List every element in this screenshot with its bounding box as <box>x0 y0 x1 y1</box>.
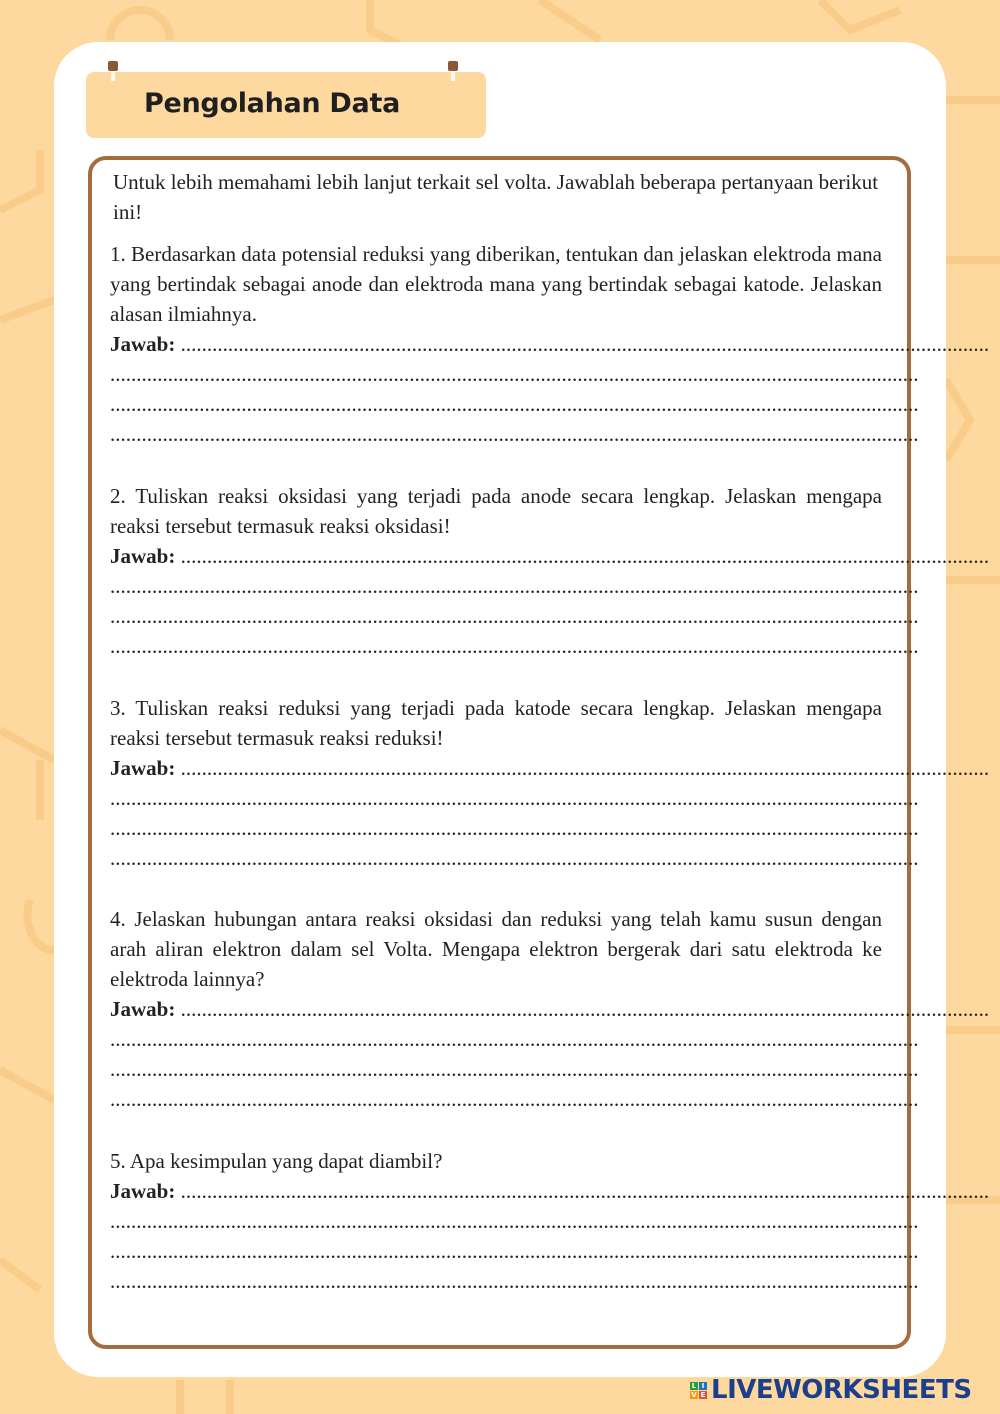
answer-line[interactable]: .......................................................................................................................................................... <box>110 786 919 810</box>
answer-line[interactable]: .......................................................................................................................................................... <box>110 392 919 416</box>
answer-dots: .......................................................................................................................................................... <box>180 544 990 568</box>
answer-line[interactable] <box>110 541 990 571</box>
answer-line[interactable] <box>110 753 990 783</box>
answer-line[interactable]: .......................................................................................................................................................... <box>110 362 919 386</box>
answer-label: Jawab: <box>110 756 176 780</box>
answer-dots: .......................................................................................................................................................... <box>180 997 990 1021</box>
title-banner <box>86 72 486 138</box>
brand-text: LIVEWORKSHEETS <box>711 1375 972 1405</box>
answer-line[interactable]: .......................................................................................................................................................... <box>110 1087 919 1111</box>
answer-label: Jawab: <box>110 997 176 1021</box>
answer-line[interactable]: .......................................................................................................................................................... <box>110 1027 919 1051</box>
answer-dots: .......................................................................................................................................................... <box>180 1179 990 1203</box>
answer-line[interactable]: .......................................................................................................................................................... <box>110 1239 919 1263</box>
question-1 <box>110 239 990 449</box>
logo-letter: E <box>700 1390 706 1399</box>
liveworksheets-logo[interactable] <box>690 1374 972 1406</box>
pin-icon <box>448 61 458 83</box>
question-text: 1. Berdasarkan data potensial reduksi yang diberikan, tentukan dan jelaskan elektroda mana yang bertindak sebagai anode dan elektroda mana yang bertindak sebagai katode. Jelaskan alasan ilmiahnya. <box>110 242 882 326</box>
answer-line[interactable]: .......................................................................................................................................................... <box>110 846 919 870</box>
answer-line[interactable] <box>110 994 990 1024</box>
question-text: 4. Jelaskan hubungan antara reaksi oksidasi dan reduksi yang telah kamu susun dengan arah aliran elektron dalam sel Volta. Mengapa elektron bergerak dari satu elektroda ke elektroda lainnya? <box>110 907 882 991</box>
answer-line[interactable]: .......................................................................................................................................................... <box>110 422 919 446</box>
answer-line[interactable]: .......................................................................................................................................................... <box>110 816 919 840</box>
intro-text: Untuk lebih memahami lebih lanjut terkait sel volta. Jawablah beberapa pertanyaan berikut ini! <box>113 170 879 224</box>
answer-line[interactable]: .......................................................................................................................................................... <box>110 1269 919 1293</box>
question-5 <box>110 1146 990 1296</box>
logo-grid-icon <box>690 1382 707 1399</box>
answer-line[interactable]: .......................................................................................................................................................... <box>110 604 919 628</box>
question-2 <box>110 481 990 661</box>
answer-line[interactable]: .......................................................................................................................................................... <box>110 1209 919 1233</box>
answer-label: Jawab: <box>110 1179 176 1203</box>
answer-line[interactable]: .......................................................................................................................................................... <box>110 634 919 658</box>
answer-line[interactable] <box>110 329 990 359</box>
answer-line[interactable] <box>110 1176 990 1206</box>
page-title: Pengolahan Data <box>144 88 400 119</box>
question-text: 3. Tuliskan reaksi reduksi yang terjadi pada katode secara lengkap. Jelaskan mengapa reaksi tersebut termasuk reaksi reduksi! <box>110 696 882 750</box>
question-4 <box>110 904 990 1114</box>
question-text: 2. Tuliskan reaksi oksidasi yang terjadi pada anode secara lengkap. Jelaskan mengapa reaksi tersebut termasuk reaksi oksidasi! <box>110 484 882 538</box>
answer-line[interactable]: .......................................................................................................................................................... <box>110 1057 919 1081</box>
answer-label: Jawab: <box>110 544 176 568</box>
logo-letter: V <box>691 1390 697 1399</box>
logo-letter: I <box>699 1382 707 1390</box>
answer-dots: .......................................................................................................................................................... <box>180 332 990 356</box>
answer-line[interactable]: .......................................................................................................................................................... <box>110 574 919 598</box>
question-text: 5. Apa kesimpulan yang dapat diambil? <box>110 1149 443 1173</box>
pin-icon <box>108 61 118 83</box>
answer-label: Jawab: <box>110 332 176 356</box>
logo-letter: L <box>691 1381 697 1390</box>
answer-dots: .......................................................................................................................................................... <box>180 756 990 780</box>
question-3 <box>110 693 990 873</box>
